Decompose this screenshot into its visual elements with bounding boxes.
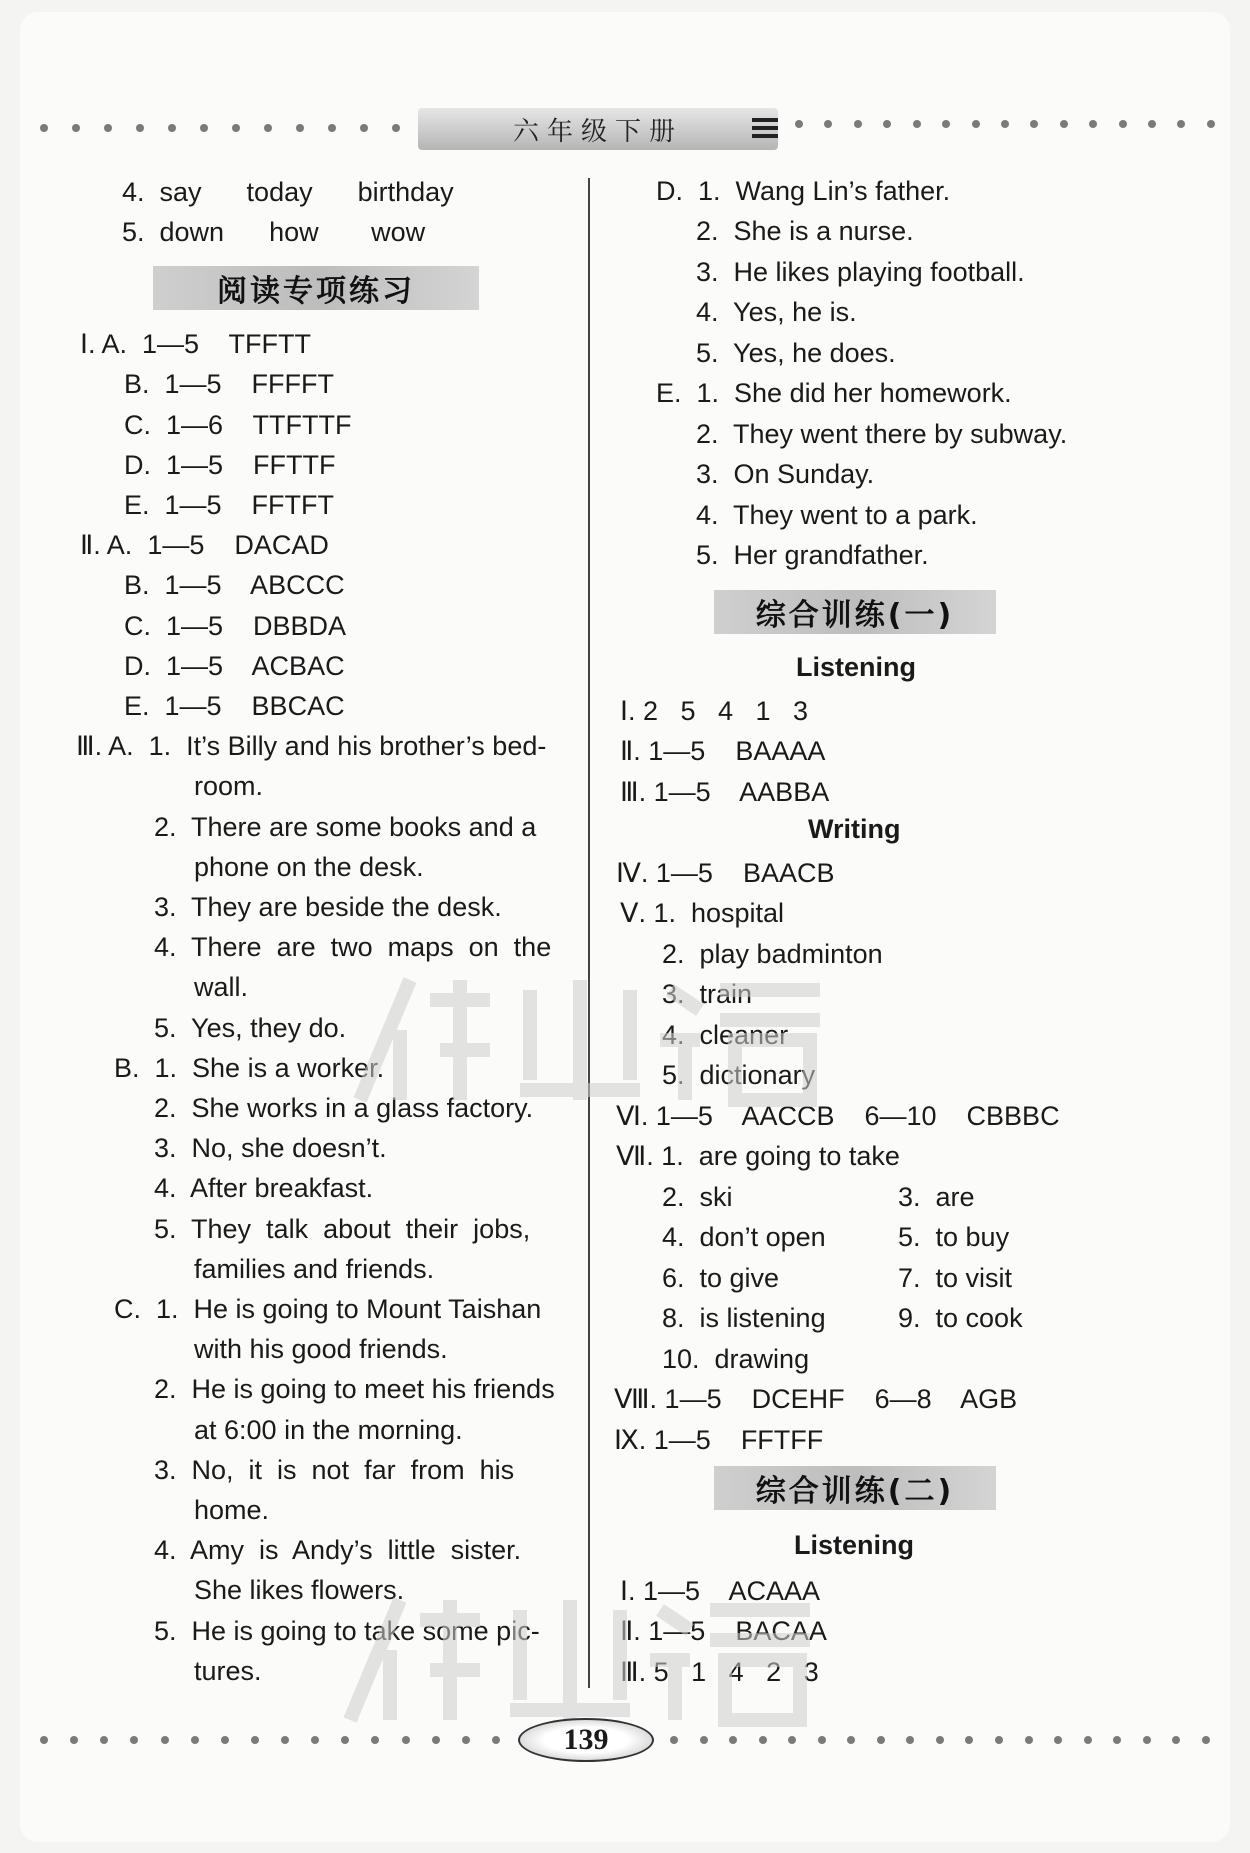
decorative-dot <box>670 1736 678 1744</box>
subhead-writing: Writing <box>808 814 901 844</box>
decorative-dot <box>232 124 240 132</box>
decorative-dot <box>402 1736 410 1744</box>
decorative-dot <box>161 1736 169 1744</box>
answer-line: 2. ski <box>662 1182 733 1212</box>
answer-line: 10. drawing <box>662 1344 810 1374</box>
answer-line: at 6:00 in the morning. <box>194 1415 463 1445</box>
decorative-dot <box>341 1736 349 1744</box>
answer-line: Ⅲ. 1—5 AABBA <box>620 777 830 807</box>
header-dots-right <box>795 120 1215 130</box>
decorative-dot <box>462 1736 470 1744</box>
answer-line: D. 1. Wang Lin’s father. <box>656 176 951 206</box>
decorative-dot <box>371 1736 379 1744</box>
decorative-dot <box>824 120 832 128</box>
answer-line: 4. say today birthday <box>122 177 454 207</box>
answer-line: Ⅵ. 1—5 AACCB 6—10 CBBBC <box>616 1101 1060 1131</box>
decorative-dot <box>221 1736 229 1744</box>
answer-line: E. 1. She did her homework. <box>656 378 1012 408</box>
answer-line: Ⅰ. 1—5 ACAAA <box>620 1576 821 1606</box>
decorative-dot <box>40 1736 48 1744</box>
decorative-dot <box>936 1736 944 1744</box>
decorative-dot <box>1172 1736 1180 1744</box>
decorative-dot <box>1119 120 1127 128</box>
decorative-dot <box>906 1736 914 1744</box>
decorative-dot <box>296 124 304 132</box>
answer-line: Ⅱ. A. 1—5 DACAD <box>80 530 329 560</box>
section-title-comprehensive-2: 综合训练(二) <box>714 1466 996 1510</box>
answer-line: 8. is listening <box>662 1303 826 1333</box>
decorative-dot <box>795 120 803 128</box>
decorative-dot <box>1060 120 1068 128</box>
decorative-dot <box>200 124 208 132</box>
decorative-dot <box>818 1736 826 1744</box>
decorative-dot <box>281 1736 289 1744</box>
decorative-dot <box>883 120 891 128</box>
bookshelf-icon <box>750 112 780 142</box>
answer-line: tures. <box>194 1656 262 1686</box>
answer-line: B. 1—5 FFFFT <box>124 369 335 399</box>
decorative-dot <box>1089 120 1097 128</box>
answer-line: 3. They are beside the desk. <box>154 892 502 922</box>
decorative-dot <box>972 120 980 128</box>
decorative-dot <box>877 1736 885 1744</box>
answer-line: 4. Amy is Andy’s little sister. <box>154 1535 522 1565</box>
answer-line: D. 1—5 ACBAC <box>124 651 345 681</box>
header-title: 六年级下册 <box>418 108 778 150</box>
answer-line: home. <box>194 1495 270 1525</box>
decorative-dot <box>942 120 950 128</box>
decorative-dot <box>264 124 272 132</box>
answer-line: Ⅱ. 1—5 BAAAA <box>620 736 826 766</box>
answer-line: B. 1. She is a worker. <box>114 1053 385 1083</box>
answer-line: C. 1—6 TTFTTF <box>124 410 352 440</box>
decorative-dot <box>360 124 368 132</box>
decorative-dot <box>700 1736 708 1744</box>
answer-line: E. 1—5 BBCAC <box>124 691 345 721</box>
decorative-dot <box>1177 120 1185 128</box>
decorative-dot <box>1030 120 1038 128</box>
decorative-dot <box>311 1736 319 1744</box>
decorative-dot <box>759 1736 767 1744</box>
answer-line: 5. down how wow <box>122 217 426 247</box>
decorative-dot <box>729 1736 737 1744</box>
answer-line: 3. train <box>662 979 753 1009</box>
decorative-dot <box>1025 1736 1033 1744</box>
footer-dots-right <box>670 1736 1210 1746</box>
answer-line: 7. to visit <box>898 1263 1013 1293</box>
decorative-dot <box>70 1736 78 1744</box>
answer-line: She likes flowers. <box>194 1575 405 1605</box>
answer-line: families and friends. <box>194 1254 435 1284</box>
decorative-dot <box>392 124 400 132</box>
answer-line: 3. He likes playing football. <box>696 257 1025 287</box>
decorative-dot <box>847 1736 855 1744</box>
watermark <box>340 960 860 1110</box>
answer-line: Ⅴ. 1. hospital <box>620 898 785 928</box>
answer-line: 2. He is going to meet his friends <box>154 1374 555 1404</box>
answer-line: 5. Yes, he does. <box>696 338 896 368</box>
answer-line: 2. She works in a glass factory. <box>154 1093 534 1123</box>
decorative-dot <box>130 1736 138 1744</box>
decorative-dot <box>432 1736 440 1744</box>
answer-line: Ⅸ. 1—5 FFTFF <box>614 1425 824 1455</box>
decorative-dot <box>1207 120 1215 128</box>
decorative-dot <box>72 124 80 132</box>
footer-dots-left <box>40 1736 500 1746</box>
answer-line: 5. to buy <box>898 1222 1010 1252</box>
subhead-listening-1: Listening <box>796 652 916 682</box>
answer-line: 5. Her grandfather. <box>696 540 929 570</box>
answer-line: phone on the desk. <box>194 852 424 882</box>
answer-line: Ⅶ. 1. are going to take <box>616 1141 900 1171</box>
decorative-dot <box>1001 120 1009 128</box>
answer-line: 2. They went there by subway. <box>696 419 1068 449</box>
decorative-dot <box>995 1736 1003 1744</box>
decorative-dot <box>1054 1736 1062 1744</box>
answer-line: C. 1. He is going to Mount Taishan <box>114 1294 542 1324</box>
decorative-dot <box>1148 120 1156 128</box>
answer-line: 5. They talk about their jobs, <box>154 1214 531 1244</box>
answer-line: 9. to cook <box>898 1303 1023 1333</box>
answer-line: 2. She is a nurse. <box>696 216 914 246</box>
decorative-dot <box>100 1736 108 1744</box>
decorative-dot <box>40 124 48 132</box>
decorative-dot <box>191 1736 199 1744</box>
decorative-dot <box>136 124 144 132</box>
answer-line: 3. On Sunday. <box>696 459 875 489</box>
answer-line: 4. They went to a park. <box>696 500 978 530</box>
answer-line: wall. <box>194 972 249 1002</box>
answer-line: Ⅲ. 5 1 4 2 3 <box>620 1657 819 1687</box>
decorative-dot <box>1084 1736 1092 1744</box>
answer-line: 3. No, it is not far from his <box>154 1455 515 1485</box>
decorative-dot <box>913 120 921 128</box>
answer-line: 4. There are two maps on the <box>154 932 552 962</box>
watermark <box>330 1580 850 1730</box>
answer-line: Ⅰ. A. 1—5 TFFTT <box>80 329 312 359</box>
answer-line: room. <box>194 771 264 801</box>
section-title-comprehensive-1: 综合训练(一) <box>714 590 996 634</box>
column-divider <box>588 178 590 1688</box>
decorative-dot <box>965 1736 973 1744</box>
answer-line: 5. Yes, they do. <box>154 1013 347 1043</box>
decorative-dot <box>328 124 336 132</box>
answer-line: 4. Yes, he is. <box>696 297 857 327</box>
section-title-reading: 阅读专项练习 <box>153 266 479 310</box>
answer-line: 6. to give <box>662 1263 780 1293</box>
answer-line: Ⅰ. 2 5 4 1 3 <box>620 696 809 726</box>
decorative-dot <box>251 1736 259 1744</box>
answer-line: B. 1—5 ABCCC <box>124 570 345 600</box>
answer-line: E. 1—5 FFTFT <box>124 490 335 520</box>
answer-line: 4. don’t open <box>662 1222 826 1252</box>
decorative-dot <box>1202 1736 1210 1744</box>
decorative-dot <box>1113 1736 1121 1744</box>
answer-line: Ⅷ. 1—5 DCEHF 6—8 AGB <box>614 1384 1018 1414</box>
answer-line: 4. cleaner <box>662 1020 789 1050</box>
answer-line: Ⅱ. 1—5 BACAA <box>620 1616 827 1646</box>
decorative-dot <box>854 120 862 128</box>
decorative-dot <box>1143 1736 1151 1744</box>
decorative-dot <box>788 1736 796 1744</box>
decorative-dot <box>104 124 112 132</box>
subhead-listening-2: Listening <box>794 1530 914 1560</box>
answer-line: 2. play badminton <box>662 939 883 969</box>
answer-line: 5. He is going to take some pic- <box>154 1616 540 1646</box>
answer-line: Ⅳ. 1—5 BAACB <box>616 858 835 888</box>
answer-line: 5. dictionary <box>662 1060 816 1090</box>
answer-line: 3. are <box>898 1182 975 1212</box>
answer-line: Ⅲ. A. 1. It’s Billy and his brother’s bed- <box>76 731 547 761</box>
answer-line: 4. After breakfast. <box>154 1173 374 1203</box>
page-number: 139 <box>518 1718 654 1762</box>
header-dots-left <box>40 124 400 134</box>
answer-line: with his good friends. <box>194 1334 448 1364</box>
answer-line: 3. No, she doesn’t. <box>154 1133 387 1163</box>
answer-line: C. 1—5 DBBDA <box>124 611 347 641</box>
decorative-dot <box>168 124 176 132</box>
decorative-dot <box>492 1736 500 1744</box>
answer-line: D. 1—5 FFTTF <box>124 450 336 480</box>
answer-line: 2. There are some books and a <box>154 812 537 842</box>
